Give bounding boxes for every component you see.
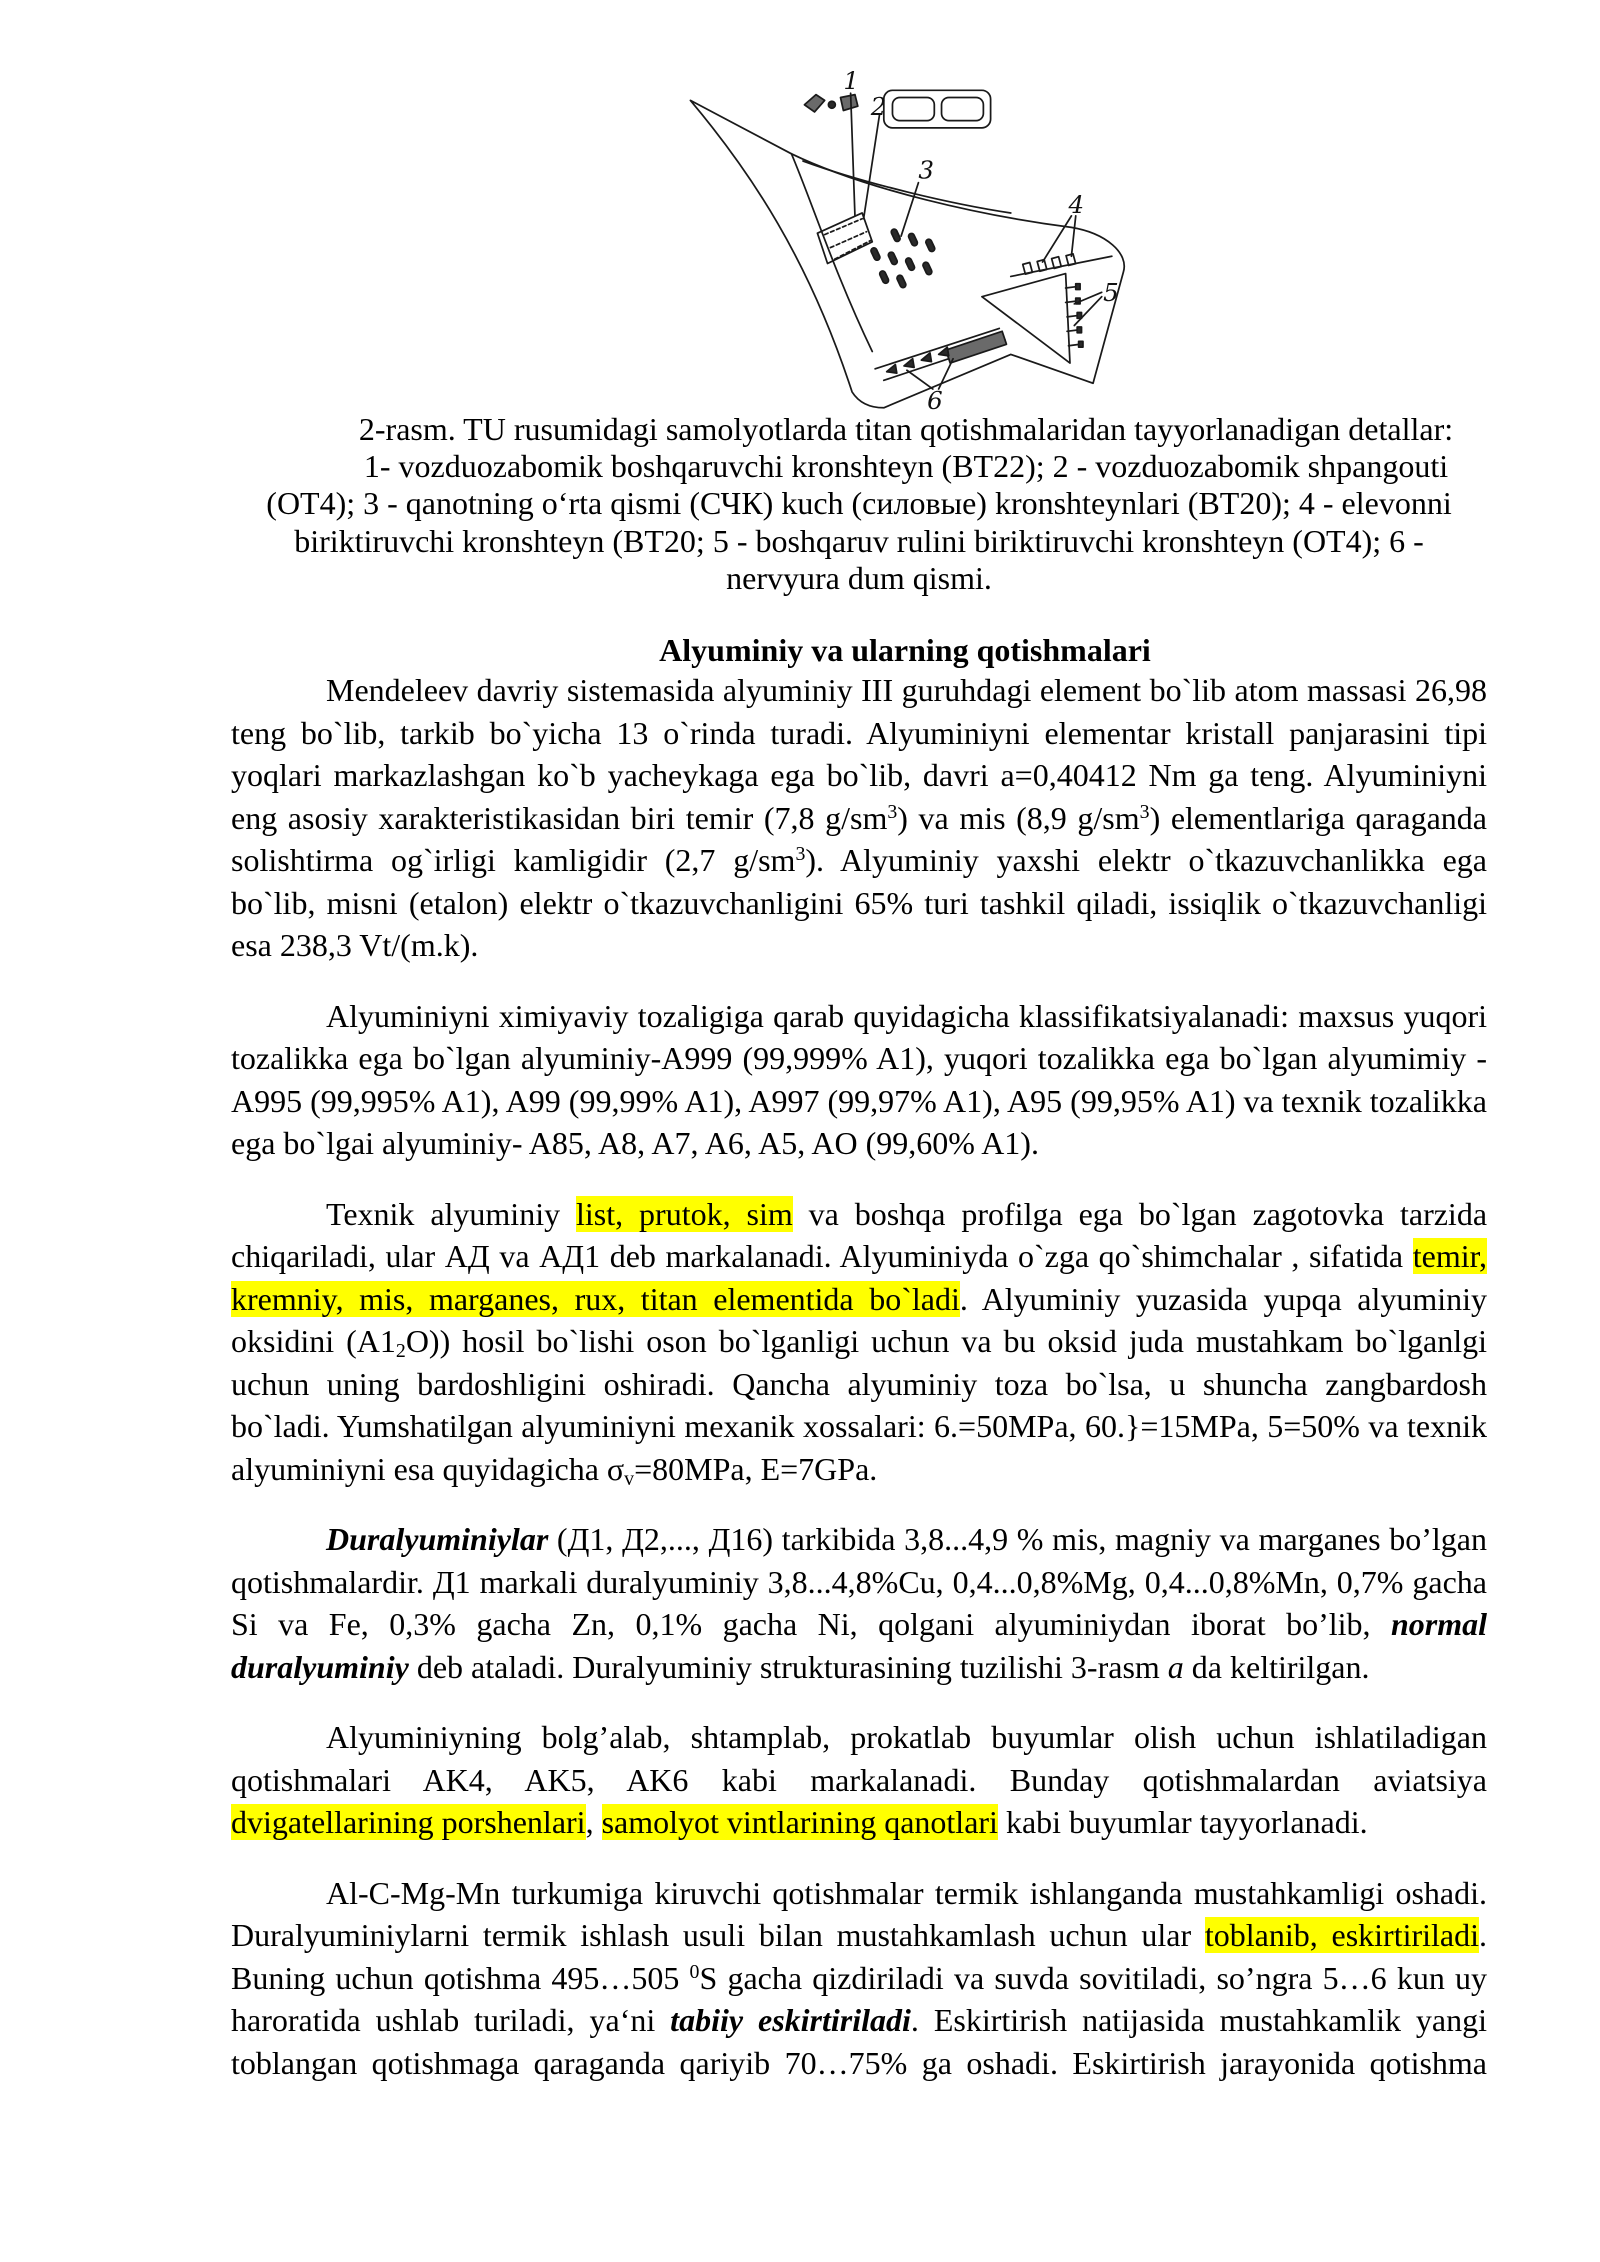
- centre-wing-bracket: [887, 251, 898, 265]
- centre-wing-bracket: [890, 228, 901, 242]
- text-run: S gacha qizdiriladi va suvda sovitiladi, so’ngra 5…6 kun uy haroratida ushlab turiladi, ya‘ni: [231, 1959, 1488, 2038]
- elevon-outline: [982, 274, 1070, 363]
- text-run: ). Alyuminiy yaxshi elektr o`tkazuvchanlikka ega bo`lib, misni (etalon) elektr o`tkazuvchanligini 65% turi tashkil qiladi, issiqlik o`tkazuvchanligi esa 238,3 Vt/(m.k).: [231, 842, 1488, 963]
- wing-outline: [690, 100, 1124, 407]
- centre-wing-bracket: [922, 261, 933, 275]
- text-run: . Alyuminiy yuzasida yupqa alyuminiy oksidini (A1: [231, 1280, 1488, 1359]
- text-run: kabi buyumlar tayyorlanadi.: [997, 1804, 1368, 1840]
- intake-frame-location: [817, 213, 872, 264]
- section-heading: Alyuminiy va ularning qotishmalari: [659, 632, 1151, 668]
- control-bracket-part: [804, 95, 824, 112]
- italic-text: a: [1167, 1648, 1184, 1685]
- figure-caption-line: 2-rasm. TU rusumidagi samolyotlarda titan qotishmalaridan tayyorlanadigan detallar:: [358, 411, 1454, 447]
- figure-caption: [231, 411, 1487, 597]
- text-run: Alyuminiyning bolg’alab, shtamplab, prokatlab buyumlar olish uchun ishlatiladigan qotishmalari AK4, AK5, AK6 kabi markalanadi. Bunday qotishmalardan aviatsiya: [231, 1719, 1487, 1798]
- callout-number-1: 1: [843, 65, 860, 95]
- callout-number-4: 4: [1068, 189, 1085, 219]
- figure-caption-line: (OT4); 3 - qanotning o‘rta qismi (СЧК) kuch (силовые) kronshteynlari (BT20); 4 - elevonni: [266, 485, 1452, 522]
- callout-leader-1: [851, 93, 855, 216]
- text-run: ) elementlariga qaraganda solishtirma og`irligi kamligidir (2,7 g/sm: [231, 799, 1488, 878]
- callout-number-2: 2: [870, 91, 887, 121]
- text-run: (Д1, Д2,..., Д16) tarkibida 3,8...4,9 % mis, magniy va marganes bo’lgan qotishmalardir. Д1 markali duralyuminiy 3,8...4,8%Cu, 0,4...0,8%Mg, 0,4...0,8%Mn, 0,7% gacha Si va Fe, 0,3% gacha Zn, 0,1% gacha Ni, qolgani alyuminiydan iborat bo’lib,: [231, 1521, 1487, 1642]
- centre-wing-bracket: [896, 274, 907, 288]
- text-run: Al-C-Mg-Mn turkumiga kiruvchi qotishmalar termik ishlanganda mustahkamligi oshadi. Duralyuminiylarni termik ishlash usuli bilan mustahkamlash uchun ular: [231, 1874, 1487, 1953]
- intake-frame-detail: [825, 219, 871, 259]
- body-paragraph-3: [231, 1193, 1487, 1491]
- superscript-text: 3: [1139, 800, 1150, 823]
- control-bracket-part: [841, 95, 858, 111]
- callout-number-5: 5: [1103, 277, 1119, 307]
- body-text: [231, 669, 1487, 2112]
- upper-fuselage-line: [803, 161, 1011, 213]
- emphasized-term: Duralyuminiylar: [326, 1521, 549, 1557]
- centre-wing-bracket: [870, 247, 881, 261]
- emphasized-term: normal duralyuminiy: [231, 1606, 1487, 1685]
- highlighted-text: dvigatellarining porshenlari: [231, 1804, 586, 1840]
- rudder-bracket: [1079, 341, 1083, 347]
- callout-leader-2: [864, 115, 880, 219]
- intake-frame-opening: [892, 98, 934, 121]
- subscript-text: v: [624, 1467, 635, 1490]
- body-paragraph-1: [231, 669, 1487, 967]
- text-run: ,: [585, 1804, 602, 1840]
- callout-leader-4: [1043, 216, 1076, 262]
- body-paragraph-2: [231, 995, 1487, 1165]
- superscript-text: 3: [887, 800, 898, 823]
- text-run: da keltirilgan.: [1183, 1648, 1370, 1685]
- highlighted-text: temir, kremniy, mis, marganes, rux, titan elementida bo`ladi: [231, 1238, 1487, 1317]
- emphasized-term: tabiiy eskirtiriladi: [670, 2002, 911, 2038]
- text-run: Mendeleev davriy sistemasida alyuminiy III guruhdagi element bo`lib atom massasi 26,98 teng bo`lib, tarkib bo`yicha 13 o`rinda turadi. Alyuminiyni elementar kristall panjarasini tipi yoqlari markazlashgan ko`b yacheykaga ega bo`lib, davri a=0,40412 Nm ga teng. Alyuminiyni eng asosiy xarakteristikasidan biri temir (7,8 g/sm: [231, 672, 1487, 836]
- centre-wing-bracket: [879, 270, 890, 284]
- highlighted-text: samolyot vintlarining qanotlari: [601, 1804, 998, 1840]
- drawing-linework: [690, 90, 1124, 407]
- intake-frame-part: [884, 90, 991, 128]
- text-run: . Eskirtirish natijasida mustahkamlik yangi toblangan qotishmaga qaraganda qariyib 70…75% ga oshadi. Eskirtirish jarayonida qotishma: [231, 2002, 1487, 2081]
- body-paragraph-4: [231, 1518, 1487, 1688]
- text-run: O)) hosil bo`lishi oson bo`lganligi uchun va bu oksid juda mustahkam bo`lganlgi uchun uning bardoshligini oshiradi. Qancha alyuminiy toza bo`lsa, u shuncha zangbardosh bo`ladi. Yumshatilgan alyuminiyni mexanik xossalari: 6.=50MPa, 60.}=15MPa, 5=50% va texnik alyuminiyni esa quyidagicha σ: [231, 1323, 1488, 1487]
- fuselage-line: [791, 154, 872, 352]
- text-run: va boshqa profilga ega bo`lgan zagotovka tarzida chiqariladi, ular АД va АД1 deb markalanadi. Alyuminiyda o`zga qo`shimchalar , sifatida: [231, 1195, 1488, 1274]
- centre-wing-bracket: [908, 232, 919, 246]
- centre-wing-bracket: [905, 257, 916, 271]
- intake-frame-opening: [942, 98, 984, 121]
- text-run: Texnik alyuminiy: [326, 1195, 577, 1232]
- highlighted-text: toblanib, eskirtiriladi: [1204, 1917, 1480, 1953]
- rear-rib-bracket: [887, 364, 897, 373]
- superscript-text: 3: [795, 843, 806, 866]
- callout-number-6: 6: [927, 386, 943, 415]
- control-bracket-hole: [828, 101, 835, 108]
- subscript-text: 2: [395, 1339, 406, 1362]
- body-paragraph-6: [231, 1872, 1487, 2085]
- figure-caption-line: 1- vozduozabomik boshqaruvchi kronshteyn (BT22); 2 - vozduozabomik shpangouti: [363, 448, 1449, 485]
- body-paragraph-5: [231, 1716, 1487, 1844]
- rear-rib-bracket: [904, 359, 914, 368]
- text-run: . Buning uchun qotishma 495…505: [231, 1917, 1488, 1996]
- superscript-text: 0: [689, 1960, 700, 1983]
- figure-caption-line: biriktiruvchi kronshteyn (BT20; 5 - boshqaruv rulini biriktiruvchi kronshteyn (OT4); 6 -: [294, 522, 1424, 559]
- highlighted-text: list, prutok, sim: [576, 1195, 793, 1232]
- aircraft-titanium-parts-drawing: [686, 60, 1148, 415]
- text-run: deb ataladi. Duralyuminiy strukturasining tuzilishi 3-rasm: [408, 1648, 1168, 1685]
- rudder-bracket: [1077, 327, 1081, 333]
- text-run: Alyuminiyni ximiyaviy tozaligiga qarab quyidagicha klassifikatsiyalanadi: maxsus yuqori tozalikka ega bo`lgan alyuminiy-A999 (99,999% A1), yuqori tozalikka ega bo`lgan alyumimiy - A995 (99,995% A1), A99 (99,99% A1), A997 (99,97% A1), A95 (99,95% A1) va texnik tozalikka ega bo`lgai alyuminiy- A85, A8, A7, A6, A5, AO (99,60% A1).: [231, 997, 1487, 1161]
- rear-rib-bracket: [921, 353, 931, 362]
- rudder-bracket: [1076, 284, 1080, 290]
- callout-number-3: 3: [918, 155, 935, 185]
- figure-caption-line: nervyura dum qismi.: [726, 559, 992, 596]
- text-run: ) va mis (8,9 g/sm: [897, 799, 1140, 836]
- text-run: =80MPa, E=7GPa.: [634, 1450, 878, 1487]
- centre-wing-bracket: [925, 238, 936, 252]
